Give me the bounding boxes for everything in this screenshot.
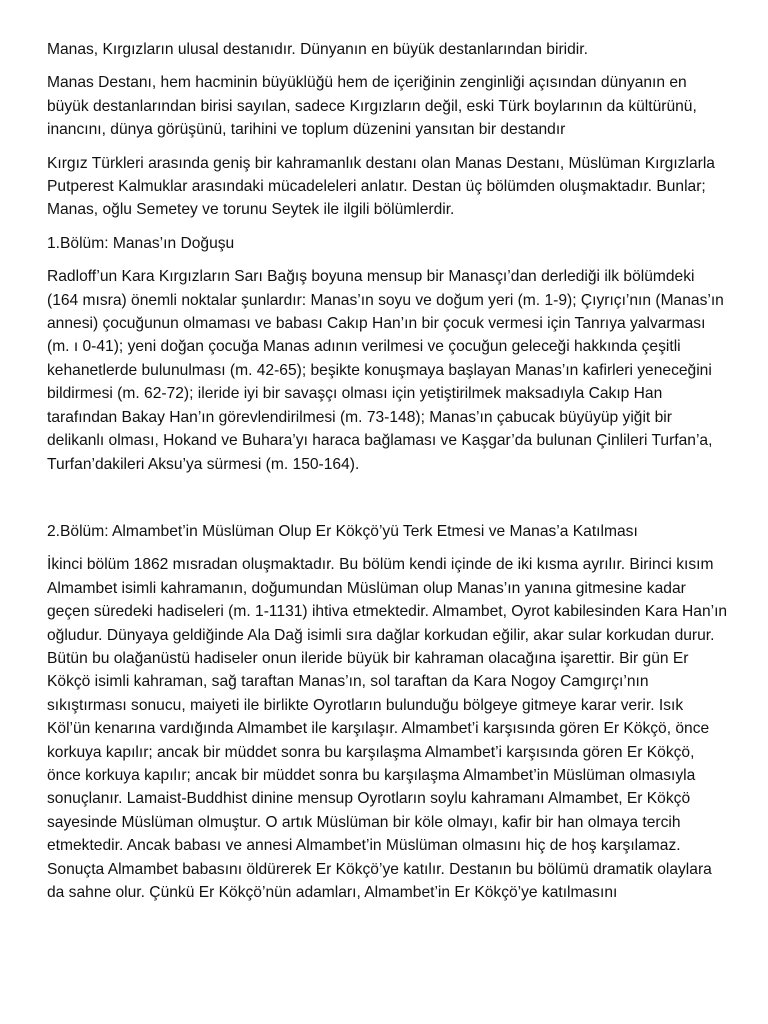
- section-heading-1: 1.Bölüm: Manas’ın Doğuşu: [47, 234, 235, 252]
- empty-line: [47, 486, 728, 520]
- section-heading-2: 2.Bölüm: Almambet’in Müslüman Olup Er Kökçö’yü Terk Etmesi ve Manas’a Katılması: [47, 522, 638, 540]
- paragraph-section-1: Radloff’un Kara Kırgızların Sarı Bağış boyuna mensup bir Manasçı’dan derlediği ilk bölümdeki (164 mısra) önemli noktalar şunlardır: Manas’ın soyu ve doğum yeri (m. 1-9); Çıyrıçı’nın (Manas’ın annesi) çocuğunun olmaması ve babası Cakıp Han’ın bir çocuk vermesi için Tanrıya yalvarması (m. ı 0-41); yeni doğan çocuğa Manas adının verilmesi ve çocuğun geleceği hakkında çeşitli kehanetlerde bulunulması (m. 42-65); beşikte konuşmaya başlayan Manas’ın kafirleri yeneceğini bildirmesi (m. 62-72); ileride iyi bir savaşçı olması için yetiştirilmek maksadıyla Cakıp Han tarafından Bakay Han’ın görevlendirilmesi (m. 73-148); Manas’ın çabucak büyüyüp yiğit bir delikanlı olması, Hokand ve Buhara’yı haraca bağlaması ve Kaşgar’da bulunan Çinlileri Turfan’a, Turfan’dakileri Aksu’ya sürmesi (m. 150-164).: [47, 268, 724, 473]
- paragraph-section-2: İkinci bölüm 1862 mısradan oluşmaktadır. Bu bölüm kendi içinde de iki kısma ayrılır. Birinci kısım Almambet isimli kahramanın, doğumundan Müslüman olup Manas’ın yanına gitmesine kadar geçen süredeki hadiseleri (m. 1-1131) ihtiva etmektedir. Almambet, Oyrot kabilesinden Kara Han’ın oğludur. Dünyaya geldiğinde Ala Dağ isimli sıra dağlar korkudan eğilir, akar sular korkudan durur. Bütün bu olağanüstü hadiseler onun ileride büyük bir kahraman olacağına işarettir. Bir gün Er Kökçö isimli kahraman, sağ taraftan Manas’ın, sol taraftan da Kara Nogoy Camgırçı’nın sıkıştırması sonucu, maiyeti ile birlikte Oyrotların bulunduğu bölgeye gitmeye karar verir. Isık Köl’ün kenarına vardığında Almambet ile karşılaşır. Almambet’i karşısında gören Er Kökçö, önce korkuya kapılır; ancak bir müddet sonra bu karşılaşma Almambet’i karşısında gören Er Kökçö, önce korkuya kapılır; ancak bir müddet sonra bu karşılaşma Almambet’in Müslüman olmasıyla sonuçlanır. Lamaist-Buddhist dinine mensup Oyrotların soylu kahramanı Almambet, Er Kökçö sayesinde Müslüman olmuştur. O artık Müslüman bir köle olmayı, kafir bir han olmaya tercih etmektedir. Ancak babası ve annesi Almambet’in Müslüman olmasını hiç de hoş karşılamaz. Sonuçta Almambet babasını öldürerek Er Kökçö’ye katılır. Destanın bu bölümü dramatik olaylara da sahne olur. Çünkü Er Kökçö’nün adamları, Almambet’in Er Kökçö’ye katılmasını: [47, 556, 728, 901]
- paragraph-manas-epic: Manas Destanı, hem hacminin büyüklüğü hem de içeriğinin zenginliği açısından dünyanın en büyük destanlarından birisi sayılan, sadece Kırgızların değil, eski Türk boylarının da kültürünü, inancını, dünya görüşünü, tarihini ve toplum düzenini yansıtan bir destandır: [47, 74, 697, 139]
- paragraph-intro: Manas, Kırgızların ulusal destanıdır. Dünyanın en büyük destanlarından biridir.: [47, 41, 588, 58]
- paragraph-kirgiz-turks: Kırgız Türkleri arasında geniş bir kahramanlık destanı olan Manas Destanı, Müslüman Kırgızlarla Putperest Kalmuklar arasındaki mücadeleleri anlatır. Destan üç bölümden oluşmaktadır. Bunlar; Manas, oğlu Semetey ve torunu Seytek ile ilgili bölümlerdir.: [47, 154, 715, 219]
